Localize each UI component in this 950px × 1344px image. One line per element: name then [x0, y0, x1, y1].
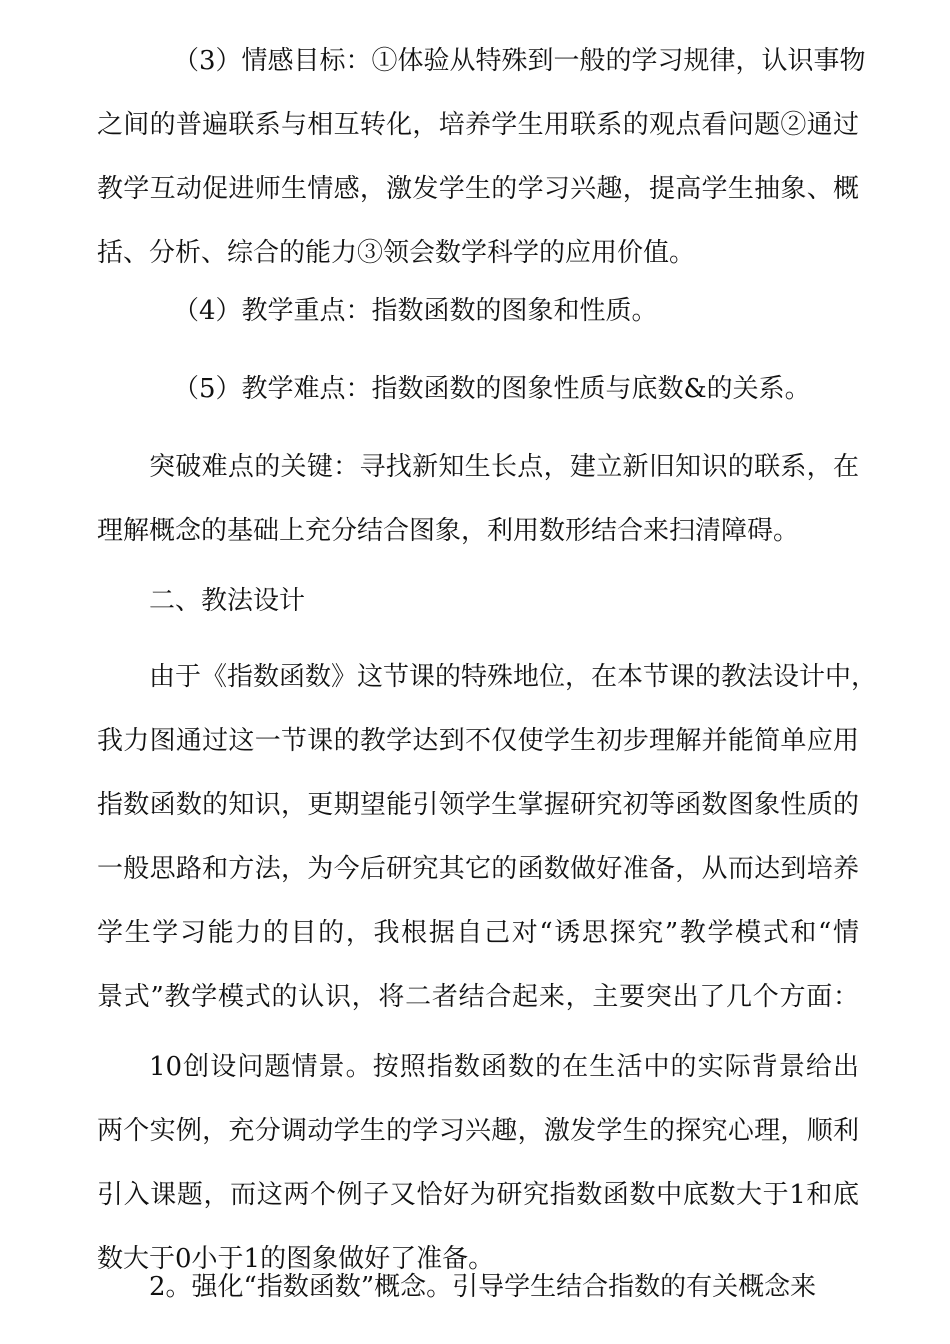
text-line: 景式”教学模式的认识，将二者结合起来，主要突出了几个方面： [97, 982, 859, 1012]
text-line: （4）教学重点：指数函数的图象和性质。 [173, 296, 658, 326]
paragraph-method-design [97, 645, 878, 1029]
text-line: 学生学习能力的目的，我根据自己对“诱思探究”教学模式和“情 [97, 918, 859, 948]
text-line: 由于《指数函数》这节课的特殊地位，在本节课的教法设计中， [149, 662, 878, 692]
text-line: 教学互动促进师生情感，激发学生的学习兴趣，提高学生抽象、概 [97, 174, 859, 204]
paragraph-concept-reinforcement [97, 1255, 859, 1319]
text-line: 括、分析、综合的能力③领会数学科学的应用价值。 [97, 238, 696, 268]
text-line: 两个实例，充分调动学生的学习兴趣，激发学生的探究心理，顺利 [97, 1116, 859, 1146]
text-line: 指数函数的知识，更期望能引领学生掌握研究初等函数图象性质的 [97, 790, 859, 820]
text-line: 理解概念的基础上充分结合图象，利用数形结合来扫清障碍。 [97, 516, 800, 546]
text-line: 突破难点的关键：寻找新知生长点，建立新旧知识的联系，在 [149, 452, 859, 482]
text-line: 引入课题，而这两个例子又恰好为研究指数函数中底数大于1和底 [97, 1180, 859, 1210]
section-heading-teaching-method [97, 569, 859, 633]
text-line: 之间的普遍联系与相互转化，培养学生用联系的观点看问题②通过 [97, 110, 859, 140]
text-line: 2。强化“指数函数”概念。引导学生结合指数的有关概念来 [149, 1272, 817, 1302]
text-line: （3）情感目标：①体验从特殊到一般的学习规律，认识事物 [173, 46, 866, 76]
paragraph-problem-scenario [97, 1035, 859, 1291]
paragraph-key-breakthrough [97, 435, 859, 563]
paragraph-emotional-goals [97, 29, 866, 285]
text-line: 我力图通过这一节课的教学达到不仅使学生初步理解并能简单应用 [97, 726, 859, 756]
paragraph-teaching-difficulty [97, 357, 859, 421]
text-line: （5）教学难点：指数函数的图象性质与底数&的关系。 [173, 374, 811, 404]
text-line: 数大于0小于1的图象做好了准备。 [97, 1244, 495, 1274]
text-line: 10创设问题情景。按照指数函数的在生活中的实际背景给出 [149, 1052, 859, 1082]
text-line: 二、教法设计 [149, 586, 306, 616]
text-line: 一般思路和方法，为今后研究其它的函数做好准备，从而达到培养 [97, 854, 859, 884]
paragraph-teaching-focus [97, 279, 859, 343]
